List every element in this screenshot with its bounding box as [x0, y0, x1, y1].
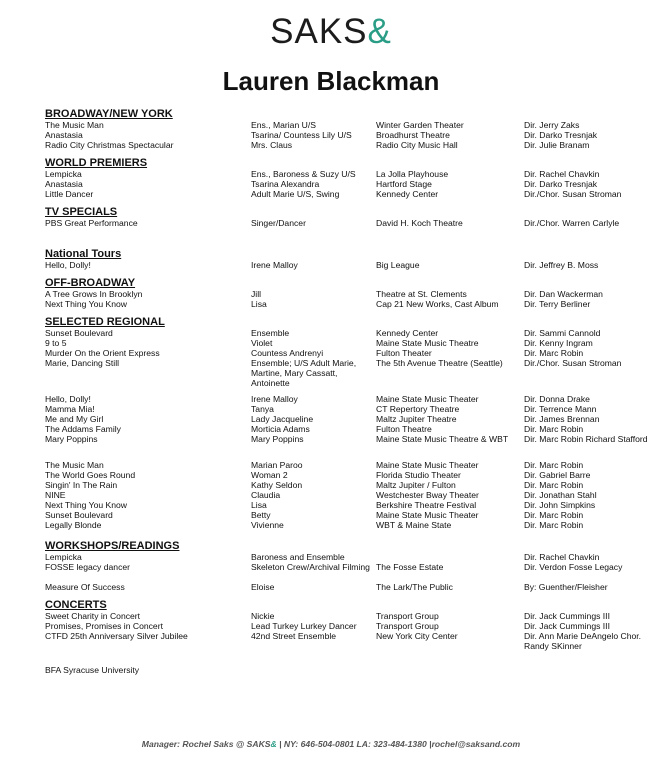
credit-show: Next Thing You Know [45, 500, 128, 510]
credit-role: Mrs. Claus [251, 140, 293, 150]
credit-director: Dir. Darko Tresnjak [524, 179, 598, 189]
credit-role: Eloise [251, 582, 275, 592]
section-title: TV SPECIALS [45, 206, 118, 218]
credit-director: Dir. Marc Robin [524, 460, 584, 470]
credit-show: Sunset Boulevard [45, 510, 113, 520]
credit-director: Dir. Marc Robin [524, 424, 584, 434]
credit-show: Little Dancer [45, 189, 94, 199]
credit-director: Dir./Chor. Susan Stroman [524, 358, 622, 368]
credit-row [45, 460, 655, 470]
section [45, 599, 655, 651]
credit-row [45, 582, 655, 592]
credit-role: Irene Malloy [251, 394, 298, 404]
credit-show: Sunset Boulevard [45, 328, 113, 338]
credit-show: The Music Man [45, 460, 104, 470]
credit-show: Singin' In The Rain [45, 480, 118, 490]
credit-show: Anastasia [45, 179, 83, 189]
credit-venue: Florida Studio Theater [376, 470, 461, 480]
credit-show: A Tree Grows In Brooklyn [45, 289, 143, 299]
credit-venue: Westchester Bway Theater [376, 490, 479, 500]
credit-director: Dir. Rachel Chavkin [524, 169, 600, 179]
credit-director: By: Guenther/Fleisher [524, 582, 608, 592]
credit-role: Adult Marie U/S, Swing [251, 189, 340, 199]
credit-row [45, 520, 655, 530]
credit-row [45, 299, 655, 309]
credit-row [45, 289, 655, 299]
section-title: CONCERTS [45, 599, 107, 611]
credit-venue: Maltz Jupiter / Fulton [376, 480, 456, 490]
credit-venue: Broadhurst Theatre [376, 130, 450, 140]
credit-director: Dir. Jack Cummings III [524, 621, 610, 631]
credit-director: Dir. Verdon Fosse Legacy [524, 562, 623, 572]
credit-show: Promises, Promises in Concert [45, 621, 163, 631]
credit-show: FOSSE legacy dancer [45, 562, 131, 572]
credit-director: Dir. Jack Cummings III [524, 611, 610, 621]
credit-role: Lisa [251, 500, 267, 510]
credit-venue: Cap 21 New Works, Cast Album [376, 299, 499, 309]
section [45, 108, 655, 150]
credit-director: Dir. Jonathan Stahl [524, 490, 597, 500]
credit-role: Betty [251, 510, 271, 520]
credit-venue: Fulton Theater [376, 348, 432, 358]
credit-show: The Music Man [45, 120, 104, 130]
credit-show: Lempicka [45, 552, 82, 562]
credit-role: Irene Malloy [251, 260, 298, 270]
credit-director: Dir. Jeffrey B. Moss [524, 260, 599, 270]
section-title: BROADWAY/NEW YORK [45, 108, 173, 120]
section [45, 316, 655, 530]
credit-venue: Maine State Music Theatre & WBT [376, 434, 509, 444]
section-title: National Tours [45, 248, 122, 260]
credit-director: Dir. Marc Robin [524, 480, 584, 490]
credit-row [45, 500, 655, 510]
credit-director: Dir. Marc Robin Richard Stafford [524, 434, 648, 444]
credit-director: Dir. Marc Robin [524, 520, 584, 530]
credit-show: Sweet Charity in Concert [45, 611, 141, 621]
credit-venue: Maine State Music Theater [376, 460, 479, 470]
credit-row [45, 179, 655, 189]
credit-role: Ensemble [251, 328, 290, 338]
credit-role: Woman 2 [251, 470, 288, 480]
credit-row [45, 611, 655, 621]
credit-row [45, 490, 655, 500]
credit-row [45, 189, 655, 199]
section [45, 540, 655, 592]
credit-row [45, 328, 655, 338]
credit-director: Dir. Kenny Ingram [524, 338, 593, 348]
credit-role: Lead Turkey Lurkey Dancer [251, 621, 357, 631]
credit-director: Dir. Ann Marie DeAngelo Chor. Randy SKinner [524, 631, 642, 651]
credit-director: Dir./Chor. Susan Stroman [524, 189, 622, 199]
section-title: SELECTED REGIONAL [45, 316, 165, 328]
credit-director: Dir. Terrence Mann [524, 404, 597, 414]
credit-role: 42nd Street Ensemble [251, 631, 337, 641]
credit-director: Dir. James Brennan [524, 414, 600, 424]
credit-row [45, 470, 655, 480]
credit-role: Lady Jacqueline [251, 414, 314, 424]
credit-role: Tsarina Alexandra [251, 179, 320, 189]
credit-show: Mary Poppins [45, 434, 98, 444]
credit-show: PBS Great Performance [45, 218, 138, 228]
credit-venue: La Jolla Playhouse [376, 169, 449, 179]
credit-show: Radio City Christmas Spectacular [45, 140, 174, 150]
resume-credits [45, 108, 655, 675]
credit-row [45, 358, 655, 388]
credit-venue: The 5th Avenue Theatre (Seattle) [376, 358, 503, 368]
credit-show: Hello, Dolly! [45, 260, 91, 270]
agency-logo: SAKS& [270, 12, 392, 51]
credit-venue: CT Repertory Theatre [376, 404, 460, 414]
credit-venue: WBT & Maine State [376, 520, 452, 530]
credit-role: Tsarina/ Countess Lily U/S [251, 130, 352, 140]
credit-venue: Winter Garden Theater [376, 120, 464, 130]
credit-venue: Big League [376, 260, 420, 270]
credit-director: Dir. Sammi Cannold [524, 328, 601, 338]
manager-contact: Manager: Rochel Saks @ SAKS& | NY: 646-504-0801 LA: 323-484-1380 |rochel@saksand.com [141, 739, 521, 749]
credit-show: Measure Of Success [45, 582, 125, 592]
credit-row [45, 414, 655, 424]
credit-role: Violet [251, 338, 273, 348]
credit-role: Marian Paroo [251, 460, 303, 470]
education: BFA Syracuse University [45, 665, 140, 675]
credit-row [45, 140, 655, 150]
credit-venue: Maltz Jupiter Theatre [376, 414, 457, 424]
credit-role: Vivienne [251, 520, 284, 530]
credit-row [45, 510, 655, 520]
credit-row [45, 218, 655, 228]
credit-venue: Hartford Stage [376, 179, 432, 189]
credit-role: Claudia [251, 490, 281, 500]
credit-row [45, 404, 655, 414]
credit-row [45, 120, 655, 130]
credit-director: Dir. Julie Branam [524, 140, 590, 150]
credit-venue: The Lark/The Public [376, 582, 453, 592]
credit-show: NINE [45, 490, 66, 500]
credit-venue: Transport Group [376, 611, 439, 621]
credit-role: Baroness and Ensemble [251, 552, 345, 562]
credit-venue: Theatre at St. Clements [376, 289, 467, 299]
credit-venue: Radio City Music Hall [376, 140, 458, 150]
credit-row [45, 552, 655, 562]
credit-show: Next Thing You Know [45, 299, 128, 309]
credit-show: Me and My Girl [45, 414, 104, 424]
credit-role: Nickie [251, 611, 275, 621]
credit-venue: Transport Group [376, 621, 439, 631]
credit-venue: Fulton Theatre [376, 424, 432, 434]
section-title: WORKSHOPS/READINGS [45, 540, 180, 552]
credit-row [45, 130, 655, 140]
credit-show: Legally Blonde [45, 520, 102, 530]
credit-role: Mary Poppins [251, 434, 304, 444]
credit-venue: David H. Koch Theatre [376, 218, 463, 228]
credit-row [45, 338, 655, 348]
credit-role: Ens., Marian U/S [251, 120, 316, 130]
credit-row [45, 424, 655, 434]
credit-show: Murder On the Orient Express [45, 348, 160, 358]
credit-role: Singer/Dancer [251, 218, 306, 228]
credit-show: Lempicka [45, 169, 82, 179]
credit-venue: The Fosse Estate [376, 562, 444, 572]
credit-venue: Maine State Music Theatre [376, 338, 479, 348]
credit-row [45, 621, 655, 631]
credit-row [45, 562, 655, 582]
credit-role: Ens., Baroness & Suzy U/S [251, 169, 356, 179]
credit-row [45, 631, 655, 651]
credit-show: Marie, Dancing Still [45, 358, 120, 368]
credit-director: Dir. Dan Wackerman [524, 289, 603, 299]
section-title: WORLD PREMIERS [45, 157, 148, 169]
credit-director: Dir./Chor. Warren Carlyle [524, 218, 620, 228]
credit-row [45, 394, 655, 404]
credit-show: The World Goes Round [45, 470, 136, 480]
credit-director: Dir. Terry Berliner [524, 299, 591, 309]
credit-row [45, 260, 655, 270]
credit-role: Lisa [251, 299, 267, 309]
credit-venue: Maine State Music Theater [376, 510, 479, 520]
credit-show: Mamma Mia! [45, 404, 95, 414]
credit-venue: Kennedy Center [376, 328, 439, 338]
credit-show: CTFD 25th Anniversary Silver Jubilee [45, 631, 188, 641]
credit-director: Dir. Donna Drake [524, 394, 590, 404]
credit-show: The Addams Family [45, 424, 121, 434]
credit-role: Ensemble; U/S Adult Marie, Martine, Mary Cassatt, Antoinette [251, 358, 357, 388]
performer-name: Lauren Blackman [222, 66, 440, 96]
credit-venue: New York City Center [376, 631, 458, 641]
credit-role: Kathy Seldon [251, 480, 303, 490]
credit-director: Dir. Gabriel Barre [524, 470, 591, 480]
credit-role: Jill [251, 289, 262, 299]
credit-role: Morticia Adams [251, 424, 310, 434]
credit-director: Dir. Marc Robin [524, 348, 584, 358]
section [45, 248, 655, 270]
credit-director: Dir. Darko Tresnjak [524, 130, 598, 140]
credit-director: Dir. Jerry Zaks [524, 120, 580, 130]
credit-row [45, 480, 655, 490]
credit-role: Skeleton Crew/Archival Filming [251, 562, 370, 572]
credit-director: Dir. Rachel Chavkin [524, 552, 600, 562]
credit-role: Tanya [251, 404, 274, 414]
credit-show: Hello, Dolly! [45, 394, 91, 404]
credit-director: Dir. Marc Robin [524, 510, 584, 520]
credit-venue: Berkshire Theatre Festival [376, 500, 477, 510]
credit-row [45, 348, 655, 358]
credit-venue: Maine State Music Theater [376, 394, 479, 404]
credit-show: 9 to 5 [45, 338, 67, 348]
credit-show: Anastasia [45, 130, 83, 140]
section [45, 157, 655, 199]
section [45, 206, 655, 228]
credit-role: Countess Andrenyi [251, 348, 324, 358]
credit-row [45, 434, 655, 454]
credit-director: Dir. John Simpkins [524, 500, 596, 510]
credit-venue: Kennedy Center [376, 189, 439, 199]
credit-row [45, 169, 655, 179]
section-title: OFF-BROADWAY [45, 277, 136, 289]
section [45, 277, 655, 309]
